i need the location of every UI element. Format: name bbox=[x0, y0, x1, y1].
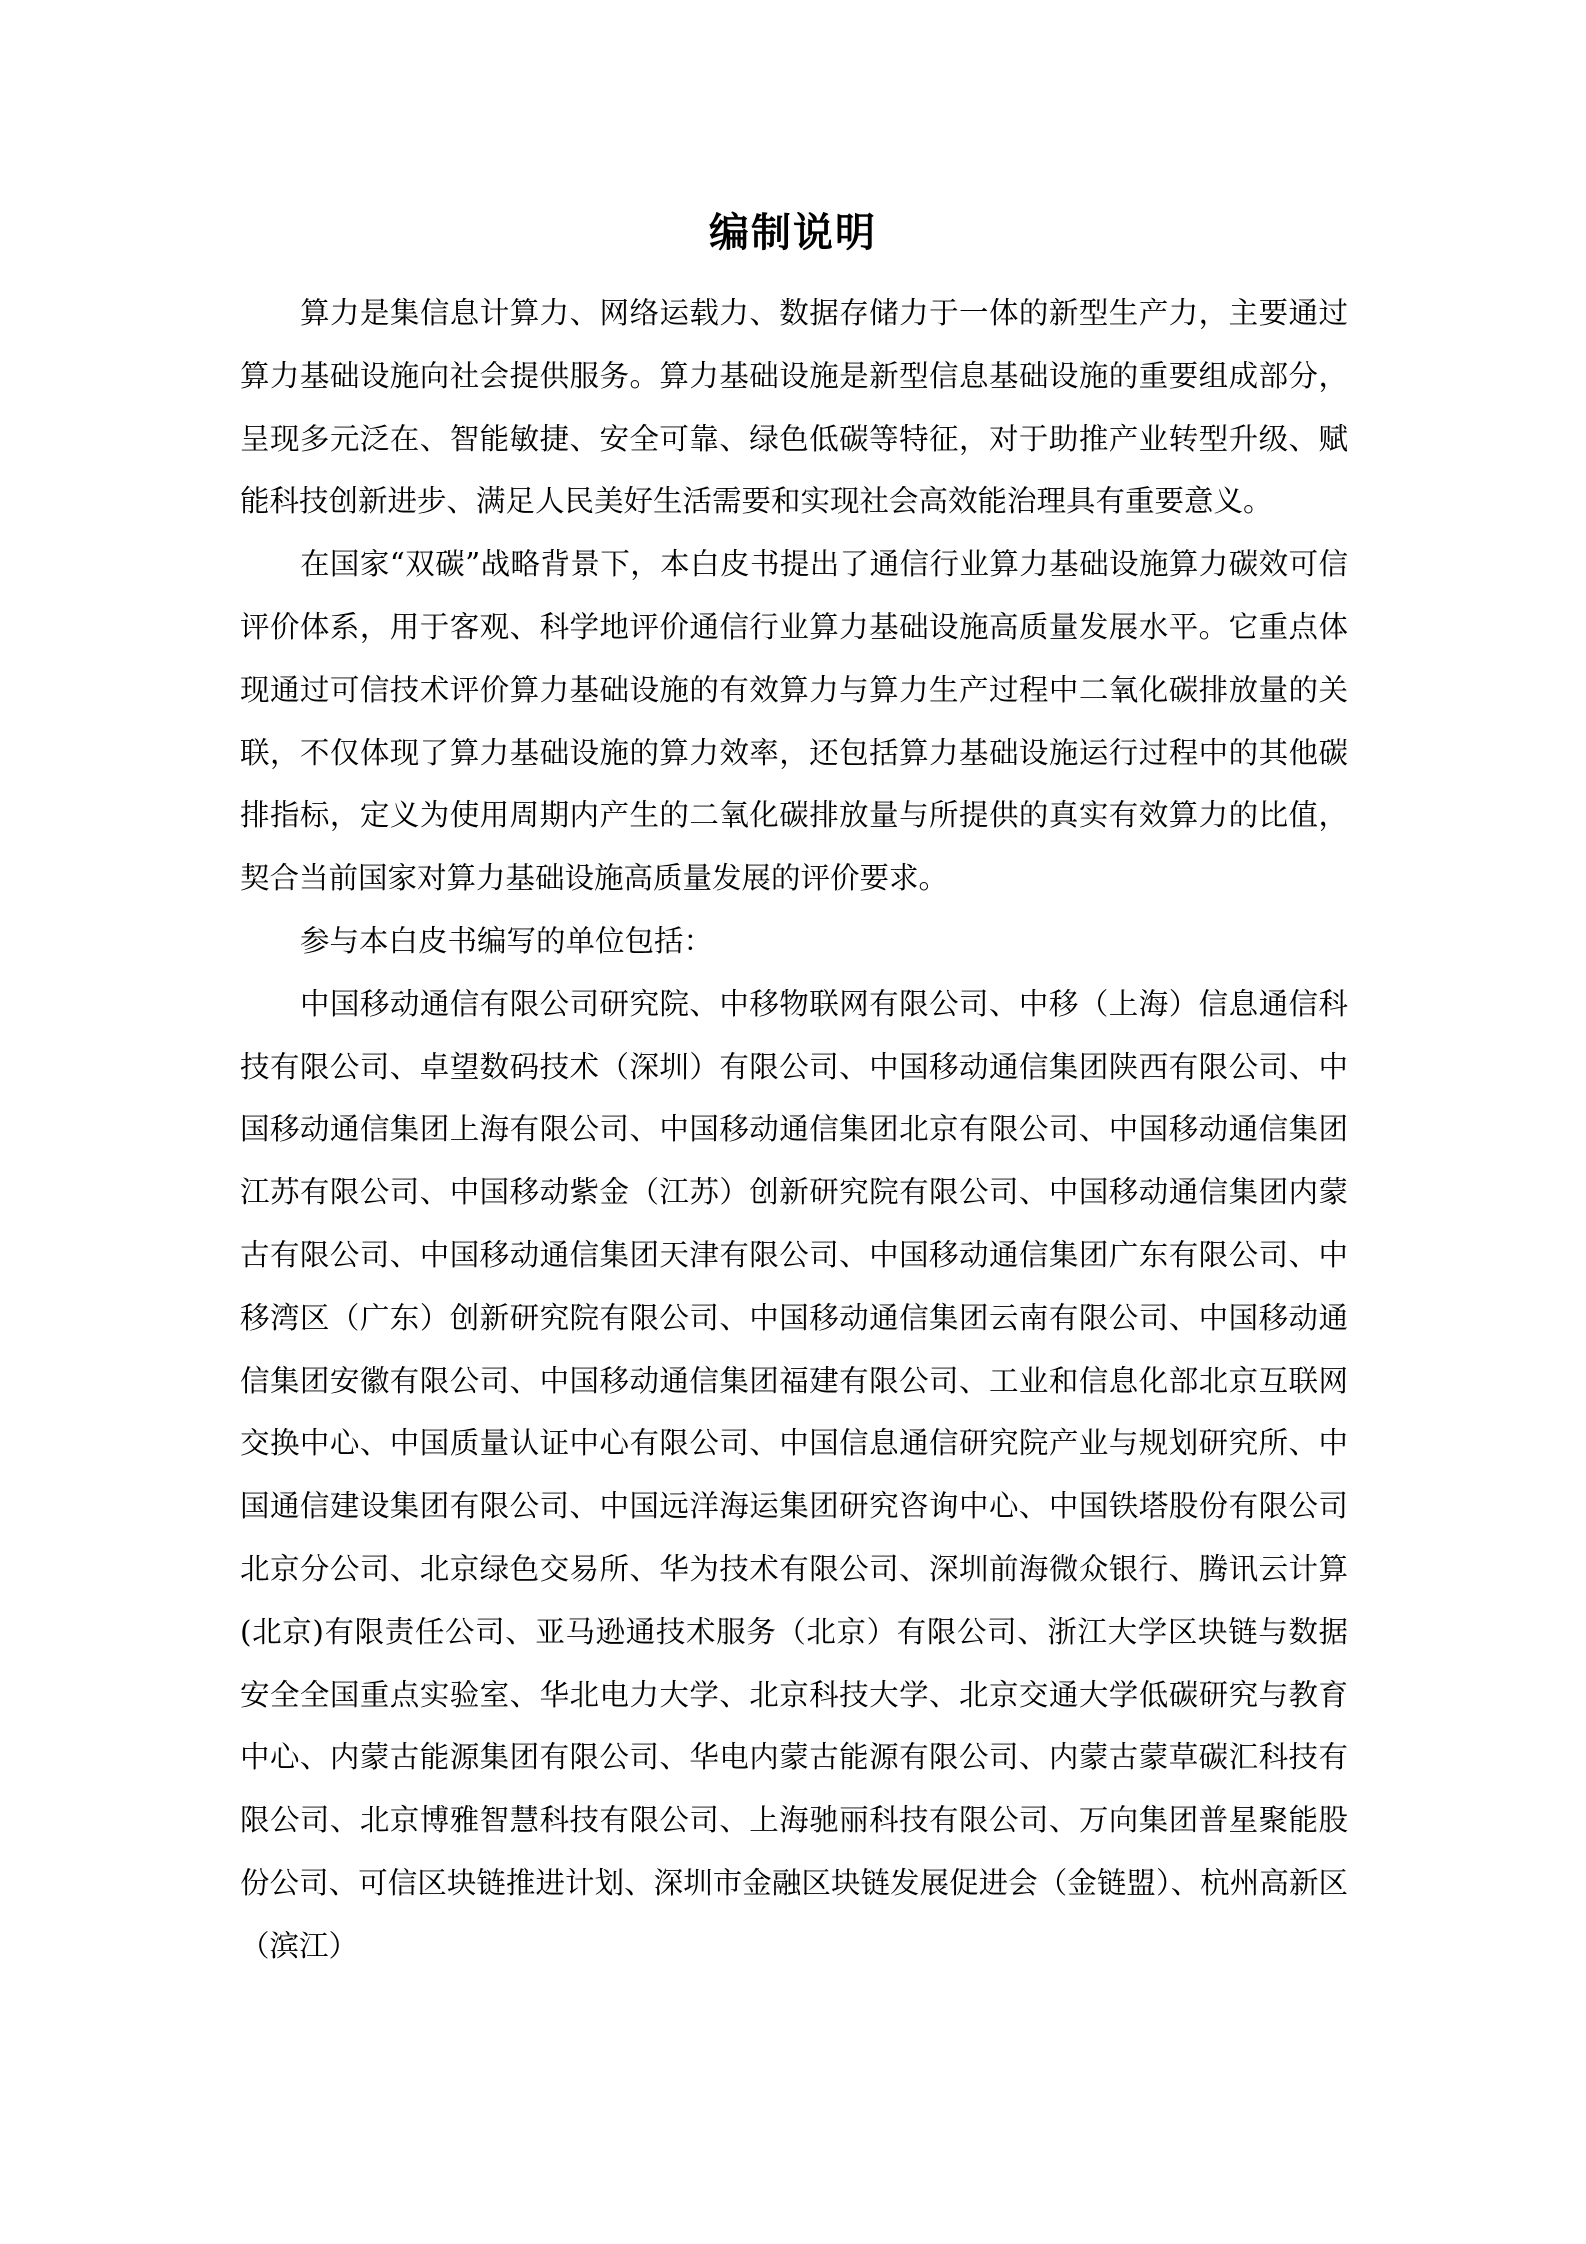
paragraph-participants-heading: 参与本白皮书编写的单位包括： bbox=[300, 923, 714, 958]
paragraph-background: 在国家“双碳”战略背景下，本白皮书提出了通信行业算力基础设施算力碳效可信评价体系，用于客观、科学地评价通信行业算力基础设施高质量发展水平。它重点体现通过可信技术评价算力基础设施的有效算力与算力生产过程中二氧化碳排放量的关联，不仅体现了算力基础设施的算力效率，还包括算力基础设施运行过程中的其他碳排指标，定义为使用周期内产生的二氧化碳排放量与所提供的真实有效算力的比值，契合当前国家对算力基础设施高质量发展的评价要求。 bbox=[240, 547, 1348, 896]
paragraph-participant-list: 中国移动通信有限公司研究院、中移物联网有限公司、中移（上海）信息通信科技有限公司、卓望数码技术（深圳）有限公司、中国移动通信集团陕西有限公司、中国移动通信集团上海有限公司、中国移动通信集团北京有限公司、中国移动通信集团江苏有限公司、中国移动紫金（江苏）创新研究院有限公司、中国移动通信集团内蒙古有限公司、中国移动通信集团天津有限公司、中国移动通信集团广东有限公司、中移湾区（广东）创新研究院有限公司、中国移动通信集团云南有限公司、中国移动通信集团安徽有限公司、中国移动通信集团福建有限公司、工业和信息化部北京互联网交换中心、中国质量认证中心有限公司、中国信息通信研究院产业与规划研究所、中国通信建设集团有限公司、中国远洋海运集团研究咨询中心、中国铁塔股份有限公司北京分公司、北京绿色交易所、华为技术有限公司、深圳前海微众银行、腾讯云计算(北京)有限责任公司、亚马逊通技术服务（北京）有限公司、浙江大学区块链与数据安全全国重点实验室、华北电力大学、北京科技大学、北京交通大学低碳研究与教育中心、内蒙古能源集团有限公司、华电内蒙古能源有限公司、内蒙古蒙草碳汇科技有限公司、北京博雅智慧科技有限公司、上海驰丽科技有限公司、万向集团普星聚能股份公司、可信区块链推进计划、深圳市金融区块链发展促进会（金链盟）、杭州高新区（滨江） bbox=[240, 986, 1348, 1963]
paragraph-intro: 算力是集信息计算力、网络运载力、数据存储力于一体的新型生产力，主要通过算力基础设施向社会提供服务。算力基础设施是新型信息基础设施的重要组成部分，呈现多元泛在、智能敏捷、安全可靠、绿色低碳等特征，对于助推产业转型升级、赋能科技创新进步、满足人民美好生活需要和实现社会高效能治理具有重要意义。 bbox=[240, 296, 1348, 519]
page-title: 编制说明 bbox=[709, 210, 877, 256]
document-body bbox=[240, 282, 1348, 1978]
